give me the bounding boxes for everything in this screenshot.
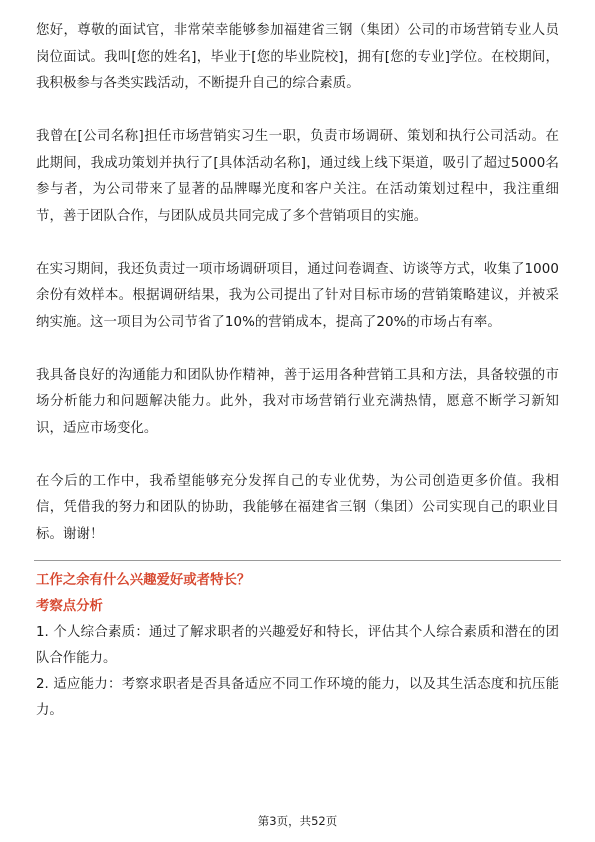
body-paragraph-3: 在实习期间，我还负责过一项市场调研项目，通过问卷调查、访谈等方式，收集了1000余份有效样本。根据调研结果，我为公司提出了针对目标市场的营销策略建议，并被采纳实施。这一项目为公司节省了10%的营销成本，提高了20%的市场占有率。 — [36, 261, 559, 330]
analysis-point-2: 2. 适应能力：考察求职者是否具备适应不同工作环境的能力，以及其生活态度和抗压能力。 — [36, 677, 559, 718]
section-divider — [34, 560, 561, 561]
body-paragraph-4: 我具备良好的沟通能力和团队协作精神，善于运用各种营销工具和方法，具备较强的市场分析能力和问题解决能力。此外，我对市场营销行业充满热情，愿意不断学习新知识，适应市场变化。 — [36, 367, 559, 436]
analysis-point-1: 1. 个人综合素质：通过了解求职者的兴趣爱好和特长，评估其个人综合素质和潜在的团队合作能力。 — [36, 625, 559, 666]
body-paragraph-2: 我曾在[公司名称]担任市场营销实习生一职，负责市场调研、策划和执行公司活动。在此期间，我成功策划并执行了[具体活动名称]，通过线上线下渠道，吸引了超过5000名参与者，为公司带来了显著的品牌曝光度和客户关注。在活动策划过程中，我注重细节，善于团队合作，与团队成员共同完成了多个营销项目的实施。 — [36, 129, 559, 224]
body-paragraph-5: 在今后的工作中，我希望能够充分发挥自己的专业优势，为公司创造更多价值。我相信，凭借我的努力和团队的协助，我能够在福建省三钢（集团）公司实现自己的职业目标。谢谢！ — [36, 473, 559, 542]
analysis-heading: 考察点分析 — [36, 599, 103, 614]
body-paragraph-1: 您好，尊敬的面试官，非常荣幸能够参加福建省三钢（集团）公司的市场营销专业人员岗位面试。我叫[您的姓名]，毕业于[您的毕业院校]，拥有[您的专业]学位。在校期间，我积极参与各类实践活动，不断提升自己的综合素质。 — [36, 23, 559, 91]
page-number-footer: 第3页，共52页 — [257, 814, 338, 828]
page-content — [36, 18, 559, 724]
question-heading: 工作之余有什么兴趣爱好或者特长？ — [36, 573, 251, 588]
